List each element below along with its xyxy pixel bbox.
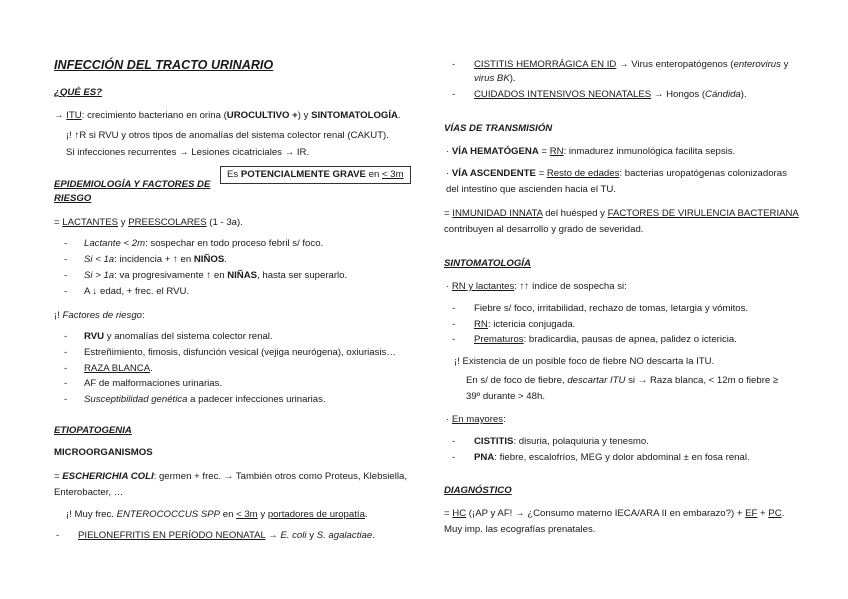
list-item: - Si < 1a: incidencia + ↑ en NIÑOS. [64,254,227,265]
list-item: - CISTITIS HEMORRÁGICA EN ID → Virus enteropatógenos (enterovirus y [452,59,789,70]
list-item: - PIELONEFRITIS EN PERÍODO NEONATAL → E. coli y S. agalactiae. [56,530,375,541]
list-item: - AF de malformaciones urinarias. [64,378,223,389]
grave-box: Es POTENCIALMENTE GRAVE en < 3m [220,166,411,184]
section-microorganismos: MICROORGANISMOS [54,447,153,458]
itu-definition: → ITU: crecimiento bacteriano en orina (UROCULTIVO +) y SINTOMATOLOGÍA. [54,110,401,121]
section-vias-transmision: VÍAS DE TRANSMISIÓN [444,123,553,134]
list-item: - Si > 1a: va progresivamente ↑ en NIÑAS, hasta ser superarlo. [64,270,348,281]
ecoli-line: = ESCHERICHIA COLI: germen + frec. → También otros como Proteus, Klebsiella, [54,471,407,482]
hc-line: = HC (¡AP y AF! → ¿Consumo materno IECA/ARA II en embarazo?) + EF + PC. [444,508,785,519]
list-item: - RN: ictericia conjugada. [452,319,576,330]
list-item: - CISTITIS: disuria, polaquiuria y tenesmo. [452,436,649,447]
existencia-note: ¡! Existencia de un posible foco de fiebre NO descarta la ITU. [454,356,715,367]
lactantes-line: = LACTANTES y PREESCOLARES (1 - 3a). [54,217,243,228]
enterococcus-note: ¡! Muy frec. ENTEROCOCCUS SPP en < 3m y portadores de uropatía. [66,509,368,520]
factores-riesgo-heading: ¡! Factores de riesgo: [54,310,145,321]
list-item: - PNA: fiebre, escalofríos, MEG y dolor abdominal ± en fosa renal. [452,452,750,463]
section-que-es: ¿QUÉ ES? [54,87,102,98]
list-item: - RVU y anomalías del sistema colector renal. [64,331,273,342]
hematogena-line: · VÍA HEMATÓGENA = RN: inmadurez inmunológica facilita sepsis. [446,146,736,157]
inmunidad-line: = INMUNIDAD INNATA del huésped y FACTORES DE VIRULENCIA BACTERIANA [444,208,799,219]
descartar-itu-cont: 39º durante > 48h. [466,391,545,402]
enterobacter-line: Enterobacter, … [54,487,124,498]
list-item: - Prematuros: bradicardia, pausas de apnea, palidez o ictericia. [452,334,737,345]
ascendente-line: · VÍA ASCENDENTE = Resto de edades: bacterias uropatógenas colonizadoras [446,168,787,179]
section-epidemiologia: EPIDEMIOLOGÍA Y FACTORES DE [54,179,211,190]
cakut-note: ¡! ↑R si RVU y otros tipos de anomalías del sistema colector renal (CAKUT). [66,130,389,141]
section-diagnostico: DIAGNÓSTICO [444,485,512,496]
list-item: - Susceptibilidad genética a padecer infecciones urinarias. [64,394,326,405]
document-title: INFECCIÓN DEL TRACTO URINARIO [54,58,274,72]
list-item: - Fiebre s/ foco, irritabilidad, rechazo de tomas, letargia y vómitos. [452,303,749,314]
list-item: - Lactante < 2m: sospechar en todo proceso febril s/ foco. [64,238,324,249]
list-item: - A ↓ edad, + frec. el RVU. [64,286,190,297]
section-epidemiologia-cont: RIESGO [54,193,92,204]
inmunidad-cont: contribuyen al desarrollo y grado de severidad. [444,224,644,235]
descartar-itu-line: En s/ de foco de fiebre, descartar ITU si → Raza blanca, < 12m o fiebre ≥ [466,375,779,386]
list-item: - Estreñimiento, fimosis, disfunción vesical (vejiga neurógena), oxiuriasis… [64,347,396,358]
section-sintomatologia: SINTOMATOLOGÍA [444,258,531,269]
ascendente-cont: del intestino que ascienden hacia el TU. [446,184,616,195]
rn-lactantes-line: · RN y lactantes: ↑↑ índice de sospecha si: [446,281,627,292]
mayores-line: · En mayores: [446,414,506,425]
list-item: - CUIDADOS INTENSIVOS NEONATALES → Hongos (Cándida). [452,89,747,100]
ecografias-line: Muy imp. las ecografías prenatales. [444,524,596,535]
recurrentes-note: Si infecciones recurrentes → Lesiones cicatriciales → IR. [66,147,310,158]
section-etiopatogenia: ETIOPATOGENIA [54,425,132,436]
cistitis-cont: virus BK). [474,73,516,84]
list-item: - RAZA BLANCA. [64,363,153,374]
